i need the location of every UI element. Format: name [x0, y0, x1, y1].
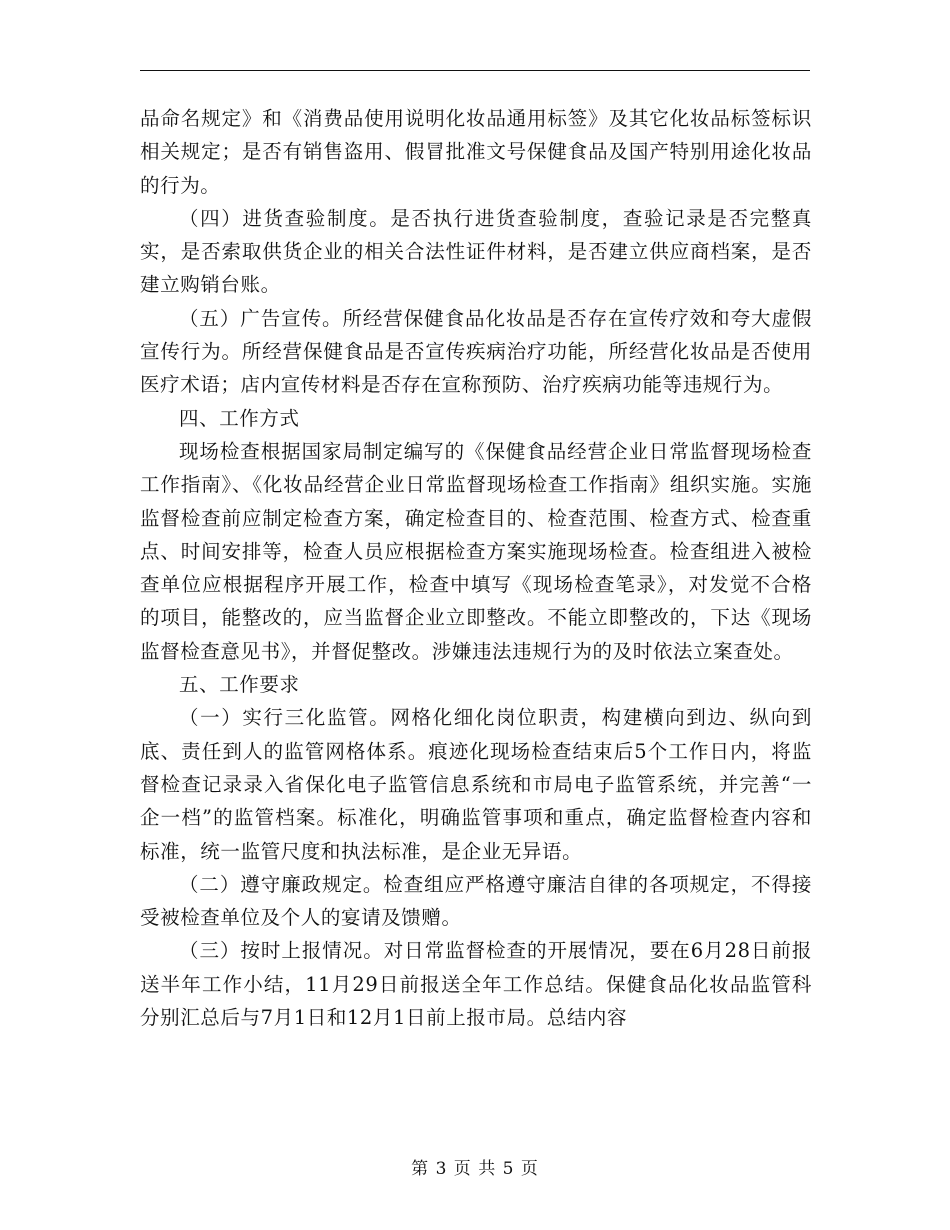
paragraph-three-supervision: （一）实行三化监管。网格化细化岗位职责，构建横向到边、纵向到底、责任到人的监管网格体系。痕迹化现场检查结束后5个工作日内，将监督检查记录录入省保化电子监管信息系统和市局电子监管系统，并完善“一企一档”的监管档案。标准化，明确监管事项和重点，确定监督检查内容和标准，统一监管尺度和执法标准，是企业无异语。 — [140, 706, 812, 863]
header-rule — [140, 70, 810, 71]
paragraph-labeling-rules: 品命名规定》和《消费品使用说明化妆品通用标签》及其它化妆品标签标识相关规定；是否有销售盗用、假冒批准文号保健食品及国产特别用途化妆品的行为。 — [140, 107, 812, 197]
document-body — [140, 102, 812, 1034]
page-number-footer: 第 3 页 共 5 页 — [411, 1159, 539, 1179]
section-heading-work-method: 四、工作方式 — [179, 406, 300, 430]
paragraph-reporting: （三）按时上报情况。对日常监督检查的开展情况，要在6月28日前报送半年工作小结，11月29日前报送全年工作总结。保健食品化妆品监管科分别汇总后与7月1日和12月1日前上报市局。总结内容 — [140, 939, 812, 1030]
paragraph-work-method: 现场检查根据国家局制定编写的《保健食品经营企业日常监督现场检查工作指南》、《化妆品经营企业日常监督现场检查工作指南》组织实施。实施监督检查前应制定检查方案，确定检查目的、检查范围、检查方式、检查重点、时间安排等，检查人员应根据检查方案实施现场检查。检查组进入被检查单位应根据程序开展工作，检查中填写《现场检查笔录》，对发觉不合格的项目，能整改的，应当监督企业立即整改。不能立即整改的，下达《现场监督检查意见书》，并督促整改。涉嫌违法违规行为的及时依法立案查处。 — [140, 439, 812, 663]
paragraph-integrity-rules: （二）遵守廉政规定。检查组应严格遵守廉洁自律的各项规定，不得接受被检查单位及个人的宴请及馈赠。 — [140, 872, 812, 930]
paragraph-advertising: （五）广告宣传。所经营保健食品化妆品是否存在宣传疗效和夸大虚假宣传行为。所经营保健食品是否宣传疾病治疗功能，所经营化妆品是否使用医疗术语；店内宣传材料是否存在宣称预防、治疗疾病功能等违规行为。 — [140, 306, 812, 397]
section-heading-work-requirements: 五、工作要求 — [179, 673, 300, 697]
paragraph-purchase-inspection: （四）进货查验制度。是否执行进货查验制度，查验记录是否完整真实，是否索取供货企业的相关合法性证件材料，是否建立供应商档案，是否建立购销台账。 — [140, 206, 812, 297]
